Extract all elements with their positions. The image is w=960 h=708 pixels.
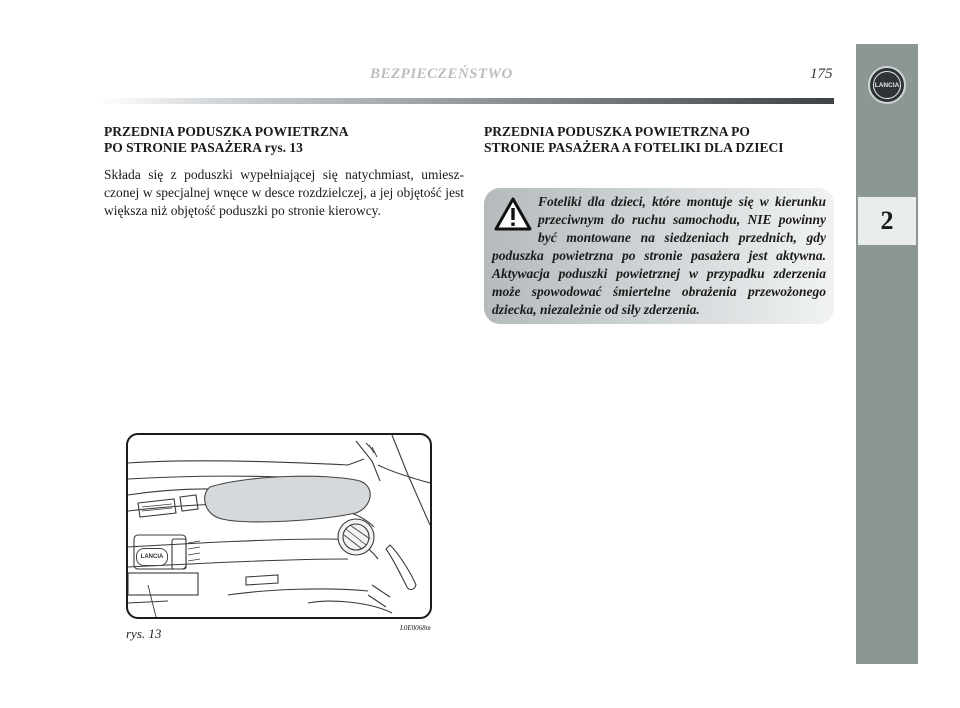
section-title: BEZPIECZEŃSTWO bbox=[370, 66, 513, 82]
dashboard-airbag-illustration bbox=[126, 433, 432, 619]
left-heading-line1: PRZEDNIA PODUSZKA POWIETRZNA bbox=[104, 124, 349, 139]
left-heading-line2: PO STRONIE PASAŻERA rys. 13 bbox=[104, 140, 303, 155]
figure-caption: rys. 13 bbox=[126, 626, 162, 641]
right-heading bbox=[484, 124, 834, 156]
left-paragraph: Składa się z poduszki wypełniającej się natychmiast, umieszczonej w specjalnej wnęce w desce rozdzielczej, a jej objętość jest większa niż objętość poduszki po stronie kierowcy. bbox=[104, 167, 464, 218]
lancia-logo-text: LANCIA bbox=[873, 71, 901, 99]
dashboard-drawing bbox=[128, 435, 430, 617]
figure-code: L0E0068m bbox=[400, 624, 431, 632]
header-rule bbox=[98, 98, 834, 104]
warning-text: Foteliki dla dzieci, które montuje się w kierunku przeciwnym do ruchu samochodu, NIE powinny być montowane na siedzeniach przednich, gdy poduszka powietrzna po stronie pasażera jest aktywna. Aktywacja poduszki powietrznej w przypadku zderzenia może spowodować śmiertelne obrażenia przewożonego dziecka, niezależnie od siły zderzenia. bbox=[492, 194, 826, 317]
right-heading-line2: STRONIE PASAŻERA A FOTELIKI DLA DZIECI bbox=[484, 140, 784, 155]
lancia-logo bbox=[868, 66, 906, 104]
warning-triangle-icon bbox=[494, 197, 532, 231]
page-number: 175 bbox=[810, 66, 833, 82]
left-heading bbox=[104, 124, 464, 156]
dashboard-badge: LANCIA bbox=[136, 548, 168, 566]
chapter-number: 2 bbox=[858, 197, 916, 245]
chapter-side-tab bbox=[856, 44, 918, 664]
right-heading-line1: PRZEDNIA PODUSZKA POWIETRZNA PO bbox=[484, 124, 750, 139]
